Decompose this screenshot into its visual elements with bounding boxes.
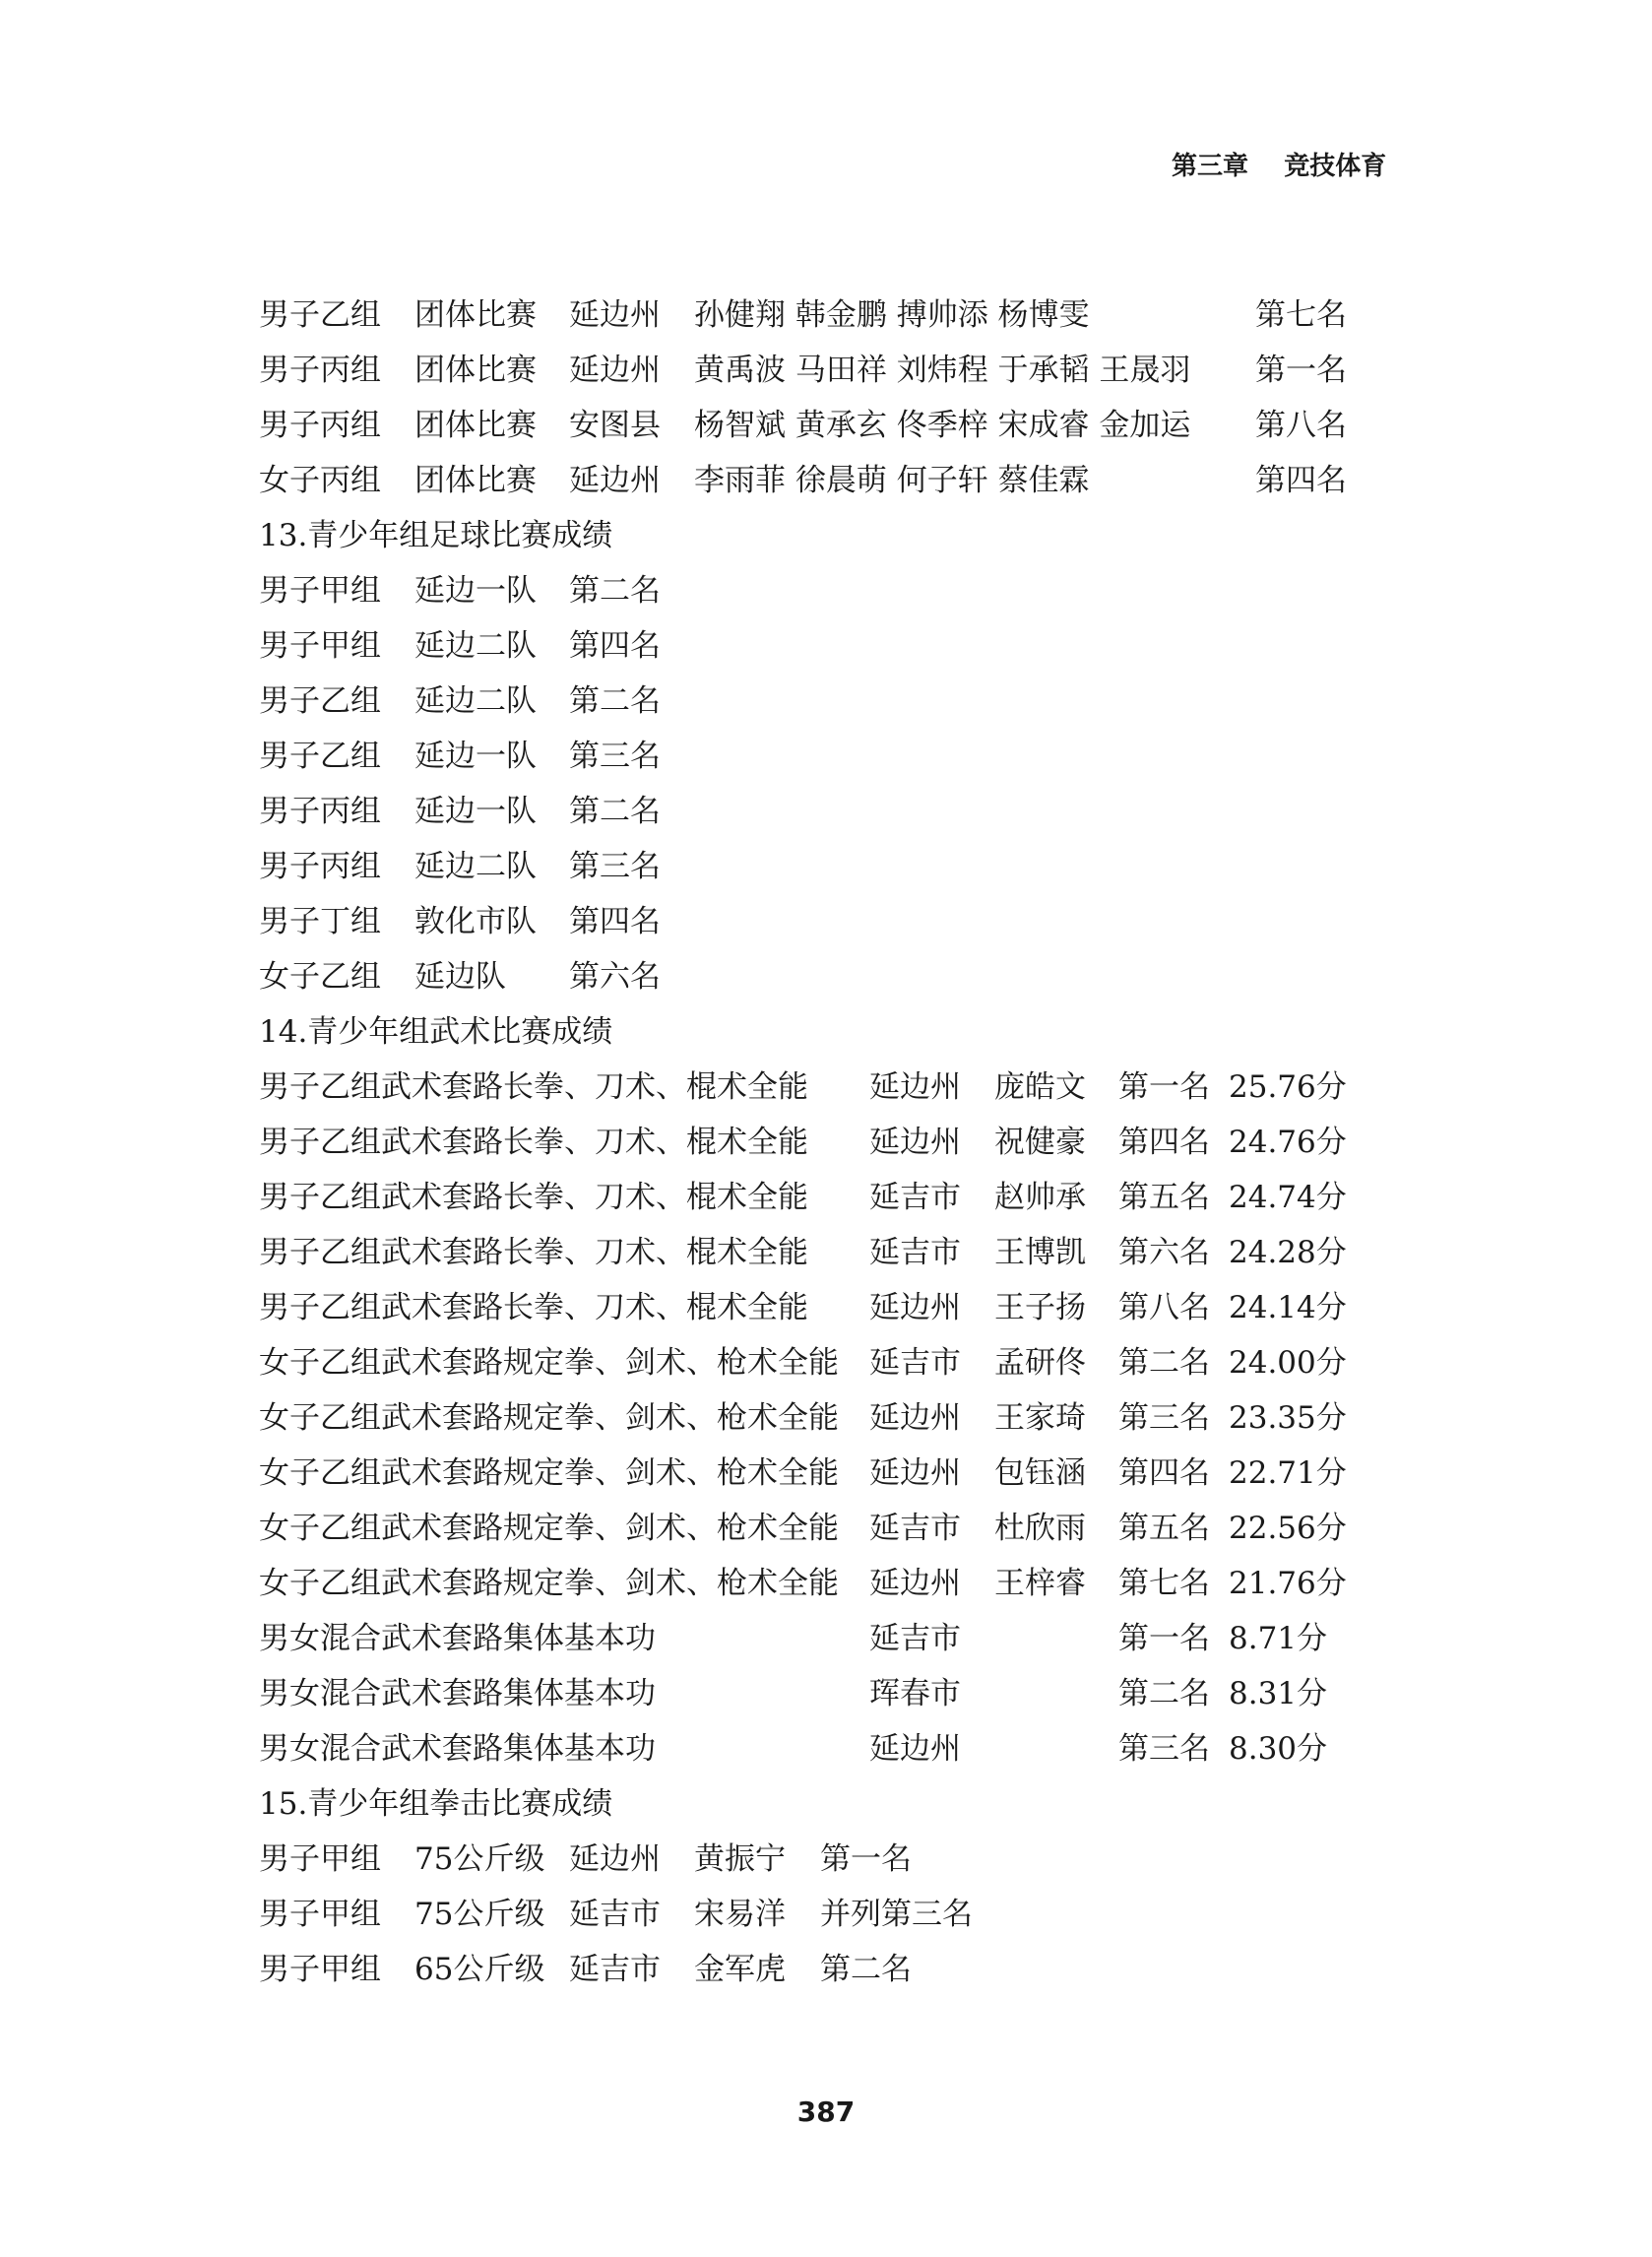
group: 男子丙组 xyxy=(259,408,381,443)
rank: 第七名 xyxy=(1118,1566,1210,1601)
team: 延边二队 xyxy=(414,849,537,884)
rank: 第一名 xyxy=(1118,1069,1210,1105)
score: 21.76分 xyxy=(1229,1566,1347,1601)
unit: 延边州 xyxy=(869,1731,961,1767)
name: 杜欣雨 xyxy=(994,1511,1086,1546)
score: 8.30分 xyxy=(1229,1731,1328,1767)
football-row xyxy=(259,894,1391,949)
unit: 延吉市 xyxy=(869,1511,961,1546)
event: 男子乙组武术套路长拳、刀术、棍术全能 xyxy=(259,1069,808,1105)
name: 王博凯 xyxy=(994,1235,1086,1270)
members: 黄禹波 马田祥 刘炜程 于承韬 王晟羽 xyxy=(694,353,1191,388)
score: 22.56分 xyxy=(1229,1511,1347,1546)
boxing-row xyxy=(259,1887,1391,1942)
unit: 延边州 xyxy=(869,1400,961,1436)
group: 男子乙组 xyxy=(259,683,381,719)
group: 男子丙组 xyxy=(259,849,381,884)
section-heading-wushu: 14.青少年组武术比赛成绩 xyxy=(259,1014,613,1050)
team-result-row xyxy=(259,343,1391,398)
wushu-row xyxy=(259,1115,1391,1170)
rank: 第二名 xyxy=(1118,1676,1210,1711)
group: 男子丙组 xyxy=(259,353,381,388)
boxing-row xyxy=(259,1832,1391,1887)
rank: 第五名 xyxy=(1118,1180,1210,1215)
wushu-row xyxy=(259,1501,1391,1556)
event: 女子乙组武术套路规定拳、剑术、枪术全能 xyxy=(259,1511,839,1546)
name: 王梓睿 xyxy=(994,1566,1086,1601)
rank: 第二名 xyxy=(1118,1345,1210,1381)
football-row xyxy=(259,949,1391,1004)
wushu-row xyxy=(259,1666,1391,1721)
unit: 延吉市 xyxy=(569,1897,661,1932)
team: 延边一队 xyxy=(414,573,537,609)
event: 男女混合武术套路集体基本功 xyxy=(259,1621,656,1656)
team: 延边二队 xyxy=(414,683,537,719)
event: 女子乙组武术套路规定拳、剑术、枪术全能 xyxy=(259,1400,839,1436)
name: 祝健豪 xyxy=(994,1125,1086,1160)
score: 24.14分 xyxy=(1229,1290,1347,1325)
group: 女子丙组 xyxy=(259,463,381,498)
section-heading-football: 13.青少年组足球比赛成绩 xyxy=(259,518,613,553)
wushu-row xyxy=(259,1446,1391,1501)
name: 金军虎 xyxy=(694,1952,786,1987)
group: 男子乙组 xyxy=(259,297,381,333)
unit: 延边州 xyxy=(569,463,661,498)
wushu-row xyxy=(259,1060,1391,1115)
rank: 第五名 xyxy=(1118,1511,1210,1546)
rank: 第四名 xyxy=(569,904,661,939)
wushu-row xyxy=(259,1280,1391,1335)
name: 王家琦 xyxy=(994,1400,1086,1436)
event: 男女混合武术套路集体基本功 xyxy=(259,1676,656,1711)
rank: 第三名 xyxy=(1118,1400,1210,1436)
team-result-row xyxy=(259,453,1391,508)
rank: 第一名 xyxy=(1118,1621,1210,1656)
event: 男子乙组武术套路长拳、刀术、棍术全能 xyxy=(259,1180,808,1215)
football-row xyxy=(259,729,1391,784)
group: 男子甲组 xyxy=(259,1841,381,1877)
unit: 延吉市 xyxy=(869,1180,961,1215)
unit: 延边州 xyxy=(869,1455,961,1491)
event: 男女混合武术套路集体基本功 xyxy=(259,1731,656,1767)
wushu-row xyxy=(259,1335,1391,1390)
event: 男子乙组武术套路长拳、刀术、棍术全能 xyxy=(259,1290,808,1325)
rank: 第三名 xyxy=(569,849,661,884)
team-result-row xyxy=(259,398,1391,453)
team: 延边二队 xyxy=(414,628,537,664)
rank: 第四名 xyxy=(1118,1455,1210,1491)
unit: 延吉市 xyxy=(869,1621,961,1656)
page-body xyxy=(259,288,1391,1997)
wushu-row xyxy=(259,1556,1391,1611)
rank: 第八名 xyxy=(1255,408,1347,443)
weight-class: 75公斤级 xyxy=(414,1841,545,1877)
event: 女子乙组武术套路规定拳、剑术、枪术全能 xyxy=(259,1566,839,1601)
score: 25.76分 xyxy=(1229,1069,1347,1105)
unit: 安图县 xyxy=(569,408,661,443)
rank: 第三名 xyxy=(1118,1731,1210,1767)
event: 女子乙组武术套路规定拳、剑术、枪术全能 xyxy=(259,1455,839,1491)
football-row xyxy=(259,618,1391,674)
unit: 延边州 xyxy=(569,1841,661,1877)
members: 杨智斌 黄承玄 佟季梓 宋成睿 金加运 xyxy=(694,408,1191,443)
rank: 第四名 xyxy=(1118,1125,1210,1160)
team-result-row xyxy=(259,288,1391,343)
event: 团体比赛 xyxy=(414,297,537,333)
event: 团体比赛 xyxy=(414,408,537,443)
boxing-row xyxy=(259,1942,1391,1997)
unit: 延吉市 xyxy=(569,1952,661,1987)
rank: 第一名 xyxy=(1255,353,1347,388)
unit: 延边州 xyxy=(869,1125,961,1160)
name: 宋易洋 xyxy=(694,1897,786,1932)
unit: 珲春市 xyxy=(869,1676,961,1711)
football-row xyxy=(259,784,1391,839)
group: 男子丙组 xyxy=(259,794,381,829)
rank: 第六名 xyxy=(569,959,661,995)
name: 黄振宁 xyxy=(694,1841,786,1877)
score: 24.76分 xyxy=(1229,1125,1347,1160)
score: 23.35分 xyxy=(1229,1400,1347,1436)
team: 敦化市队 xyxy=(414,904,537,939)
unit: 延边州 xyxy=(869,1290,961,1325)
rank: 第一名 xyxy=(820,1841,912,1877)
score: 22.71分 xyxy=(1229,1455,1347,1491)
score: 8.71分 xyxy=(1229,1621,1328,1656)
wushu-row xyxy=(259,1721,1391,1776)
unit: 延边州 xyxy=(569,297,661,333)
unit: 延边州 xyxy=(869,1566,961,1601)
group: 男子甲组 xyxy=(259,628,381,664)
rank: 第二名 xyxy=(569,794,661,829)
event: 女子乙组武术套路规定拳、剑术、枪术全能 xyxy=(259,1345,839,1381)
team: 延边队 xyxy=(414,959,506,995)
group: 男子丁组 xyxy=(259,904,381,939)
members: 孙健翔 韩金鹏 搏帅添 杨博雯 xyxy=(694,297,1090,333)
weight-class: 75公斤级 xyxy=(414,1897,545,1932)
wushu-row xyxy=(259,1390,1391,1446)
team: 延边一队 xyxy=(414,794,537,829)
unit: 延边州 xyxy=(869,1069,961,1105)
group: 男子乙组 xyxy=(259,739,381,774)
event: 团体比赛 xyxy=(414,463,537,498)
unit: 延吉市 xyxy=(869,1235,961,1270)
rank: 并列第三名 xyxy=(820,1897,973,1932)
score: 24.74分 xyxy=(1229,1180,1347,1215)
score: 24.00分 xyxy=(1229,1345,1347,1381)
members: 李雨菲 徐晨萌 何子轩 蔡佳霖 xyxy=(694,463,1090,498)
event: 男子乙组武术套路长拳、刀术、棍术全能 xyxy=(259,1125,808,1160)
team: 延边一队 xyxy=(414,739,537,774)
football-row xyxy=(259,563,1391,618)
rank: 第二名 xyxy=(569,683,661,719)
event: 男子乙组武术套路长拳、刀术、棍术全能 xyxy=(259,1235,808,1270)
rank: 第六名 xyxy=(1118,1235,1210,1270)
rank: 第三名 xyxy=(569,739,661,774)
rank: 第四名 xyxy=(1255,463,1347,498)
rank: 第四名 xyxy=(569,628,661,664)
page-number: 387 xyxy=(796,2096,856,2128)
wushu-row xyxy=(259,1225,1391,1280)
rank: 第八名 xyxy=(1118,1290,1210,1325)
rank: 第七名 xyxy=(1255,297,1347,333)
wushu-row xyxy=(259,1611,1391,1666)
running-header: 第三章 竞技体育 xyxy=(1172,152,1387,181)
section-heading-boxing: 15.青少年组拳击比赛成绩 xyxy=(259,1786,613,1822)
rank: 第二名 xyxy=(820,1952,912,1987)
score: 8.31分 xyxy=(1229,1676,1328,1711)
unit: 延边州 xyxy=(569,353,661,388)
event: 团体比赛 xyxy=(414,353,537,388)
name: 包钰涵 xyxy=(994,1455,1086,1491)
football-row xyxy=(259,839,1391,894)
group: 男子甲组 xyxy=(259,1952,381,1987)
name: 孟研佟 xyxy=(994,1345,1086,1381)
name: 庞皓文 xyxy=(994,1069,1086,1105)
unit: 延吉市 xyxy=(869,1345,961,1381)
name: 赵帅承 xyxy=(994,1180,1086,1215)
wushu-row xyxy=(259,1170,1391,1225)
rank: 第二名 xyxy=(569,573,661,609)
football-row xyxy=(259,674,1391,729)
name: 王子扬 xyxy=(994,1290,1086,1325)
group: 女子乙组 xyxy=(259,959,381,995)
weight-class: 65公斤级 xyxy=(414,1952,545,1987)
group: 男子甲组 xyxy=(259,573,381,609)
group: 男子甲组 xyxy=(259,1897,381,1932)
score: 24.28分 xyxy=(1229,1235,1347,1270)
